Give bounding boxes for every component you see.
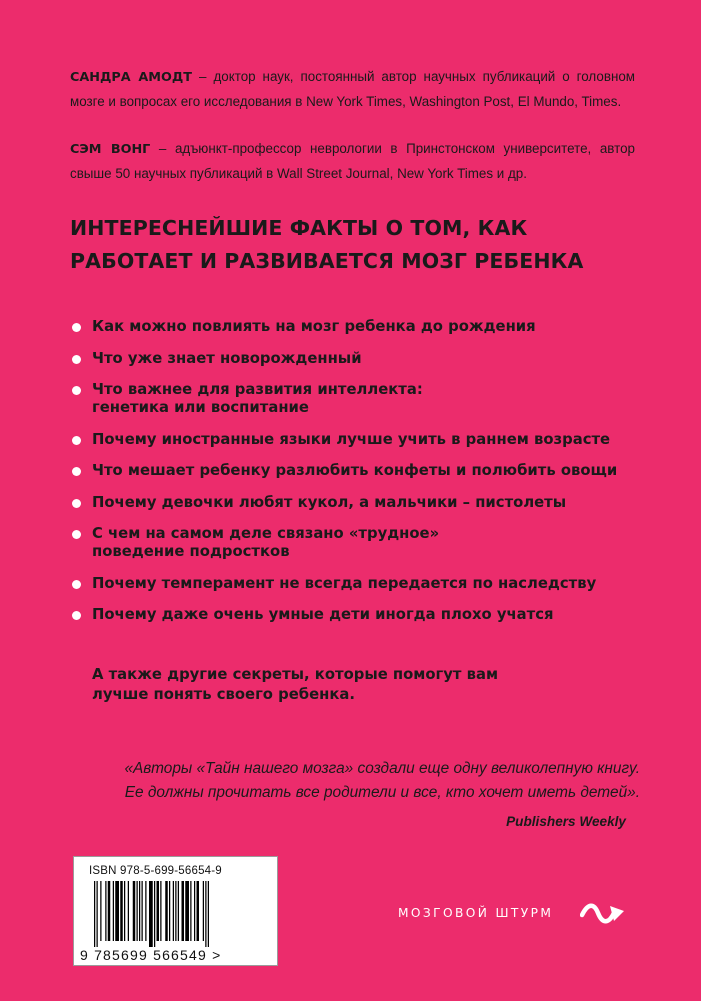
barcode-bar: [208, 881, 209, 947]
fact-item: [70, 381, 680, 417]
closing-text: А также другие секреты, которые помогут вам лучше понять своего ребенка.: [92, 666, 499, 703]
bullet-icon: [72, 386, 81, 395]
fact-text: Что уже знает новорожденный: [92, 349, 362, 367]
author-name-wang: СЭМ ВОНГ: [70, 142, 151, 157]
author-name-amodt: САНДРА АМОДТ: [70, 70, 193, 85]
fact-text: Почему даже очень умные дети иногда плохо учатся: [92, 606, 554, 623]
fact-item: [70, 606, 680, 624]
isbn-text: ISBN 978-5-699-56654-9: [89, 865, 222, 877]
barcode-bar: [133, 881, 136, 941]
publisher-name: МОЗГОВОЙ ШТУРМ: [398, 906, 554, 920]
barcode-bar: [205, 881, 206, 947]
barcode-bar: [157, 881, 160, 941]
barcode-bar: [139, 881, 140, 941]
barcode-bar: [113, 881, 114, 941]
review-source: Publishers Weekly: [506, 814, 626, 829]
fact-text: Почему иностранные языки лучше учить в раннем возрасте: [92, 430, 611, 448]
barcode-bar: [94, 881, 95, 947]
fact-item: [70, 431, 680, 449]
barcode-image: [94, 881, 264, 947]
barcode-bar: [149, 881, 153, 947]
fact-text: Что мешает ребенку разлюбить конфеты и полюбить овощи: [92, 462, 618, 479]
barcode-bar: [142, 881, 143, 941]
fact-item: [70, 525, 680, 561]
barcode-bar: [175, 881, 176, 941]
bullet-icon: [72, 323, 81, 332]
bullet-icon: [72, 530, 81, 539]
author-bio-text-wang: – адъюнкт-профессор неврологии в Принстонском университете, автор свыше 50 научных публикаций в Wall Street Journal, New York Times и др.: [70, 141, 635, 181]
headline: ИНТЕРЕСНЕЙШИЕ ФАКТЫ О ТОМ, КАК РАБОТАЕТ И РАЗВИВАЕТСЯ МОЗГ РЕБЕНКА: [70, 216, 584, 273]
barcode-bar: [165, 881, 168, 941]
barcode-bar: [182, 881, 185, 941]
barcode-bar: [97, 881, 98, 947]
author-bio-wang: [70, 137, 635, 186]
barcode-bar: [105, 881, 106, 941]
barcode-bar: [178, 881, 179, 941]
fact-item: [70, 494, 680, 512]
barcode-bar: [197, 881, 200, 941]
fact-text: Почему девочки любят кукол, а мальчики – пистолеты: [92, 493, 567, 511]
wave-arrow-icon: [580, 901, 628, 927]
bullet-icon: [72, 611, 81, 620]
facts-list: [70, 318, 680, 638]
author-bio-amodt: [70, 65, 635, 114]
barcode-bar: [169, 881, 170, 941]
barcode-bar: [190, 881, 191, 941]
fact-text: Что важнее для развития интеллекта: генетика или воспитание: [92, 381, 423, 416]
fact-text: С чем на самом деле связано «трудное» поведение подростков: [92, 525, 440, 560]
barcode-bar: [100, 881, 101, 941]
review-quote: «Авторы «Тайн нашего мозга» создали еще одну великолепную книгу. Ее должны прочитать все родители и все, кто хочет иметь детей».: [124, 760, 640, 801]
author-bio-text-amodt: – доктор наук, постоянный автор научных публикаций о головном мозге и вопросах его исследования в New York Times, Washington Post, El Mundo, Times.: [70, 69, 635, 109]
barcode-bar: [115, 881, 119, 941]
barcode-bar: [128, 881, 129, 941]
barcode-bar: [124, 881, 125, 941]
bullet-icon: [72, 467, 81, 476]
barcode-bar: [145, 881, 146, 941]
fact-item: [70, 575, 680, 593]
fact-text: Почему темперамент не всегда передается по наследству: [92, 574, 597, 592]
barcode-digits: 9 785699 566549 >: [80, 947, 222, 963]
barcode-bar: [173, 881, 174, 941]
bullet-icon: [72, 580, 81, 589]
fact-text: Как можно повлиять на мозг ребенка до рождения: [92, 318, 536, 335]
barcode-bar: [160, 881, 161, 941]
barcode-bar: [185, 881, 189, 941]
fact-item: [70, 318, 680, 336]
barcode-bar: [194, 881, 195, 941]
fact-item: [70, 350, 680, 368]
barcode-bar: [203, 881, 204, 941]
bullet-icon: [72, 436, 81, 445]
barcode-bar: [154, 881, 155, 947]
bullet-icon: [72, 499, 81, 508]
barcode-bar: [120, 881, 123, 941]
bullet-icon: [72, 355, 81, 364]
barcode-box: [73, 856, 278, 966]
barcode-bar: [137, 881, 138, 941]
barcode-bar: [108, 881, 111, 941]
fact-item: [70, 462, 680, 480]
